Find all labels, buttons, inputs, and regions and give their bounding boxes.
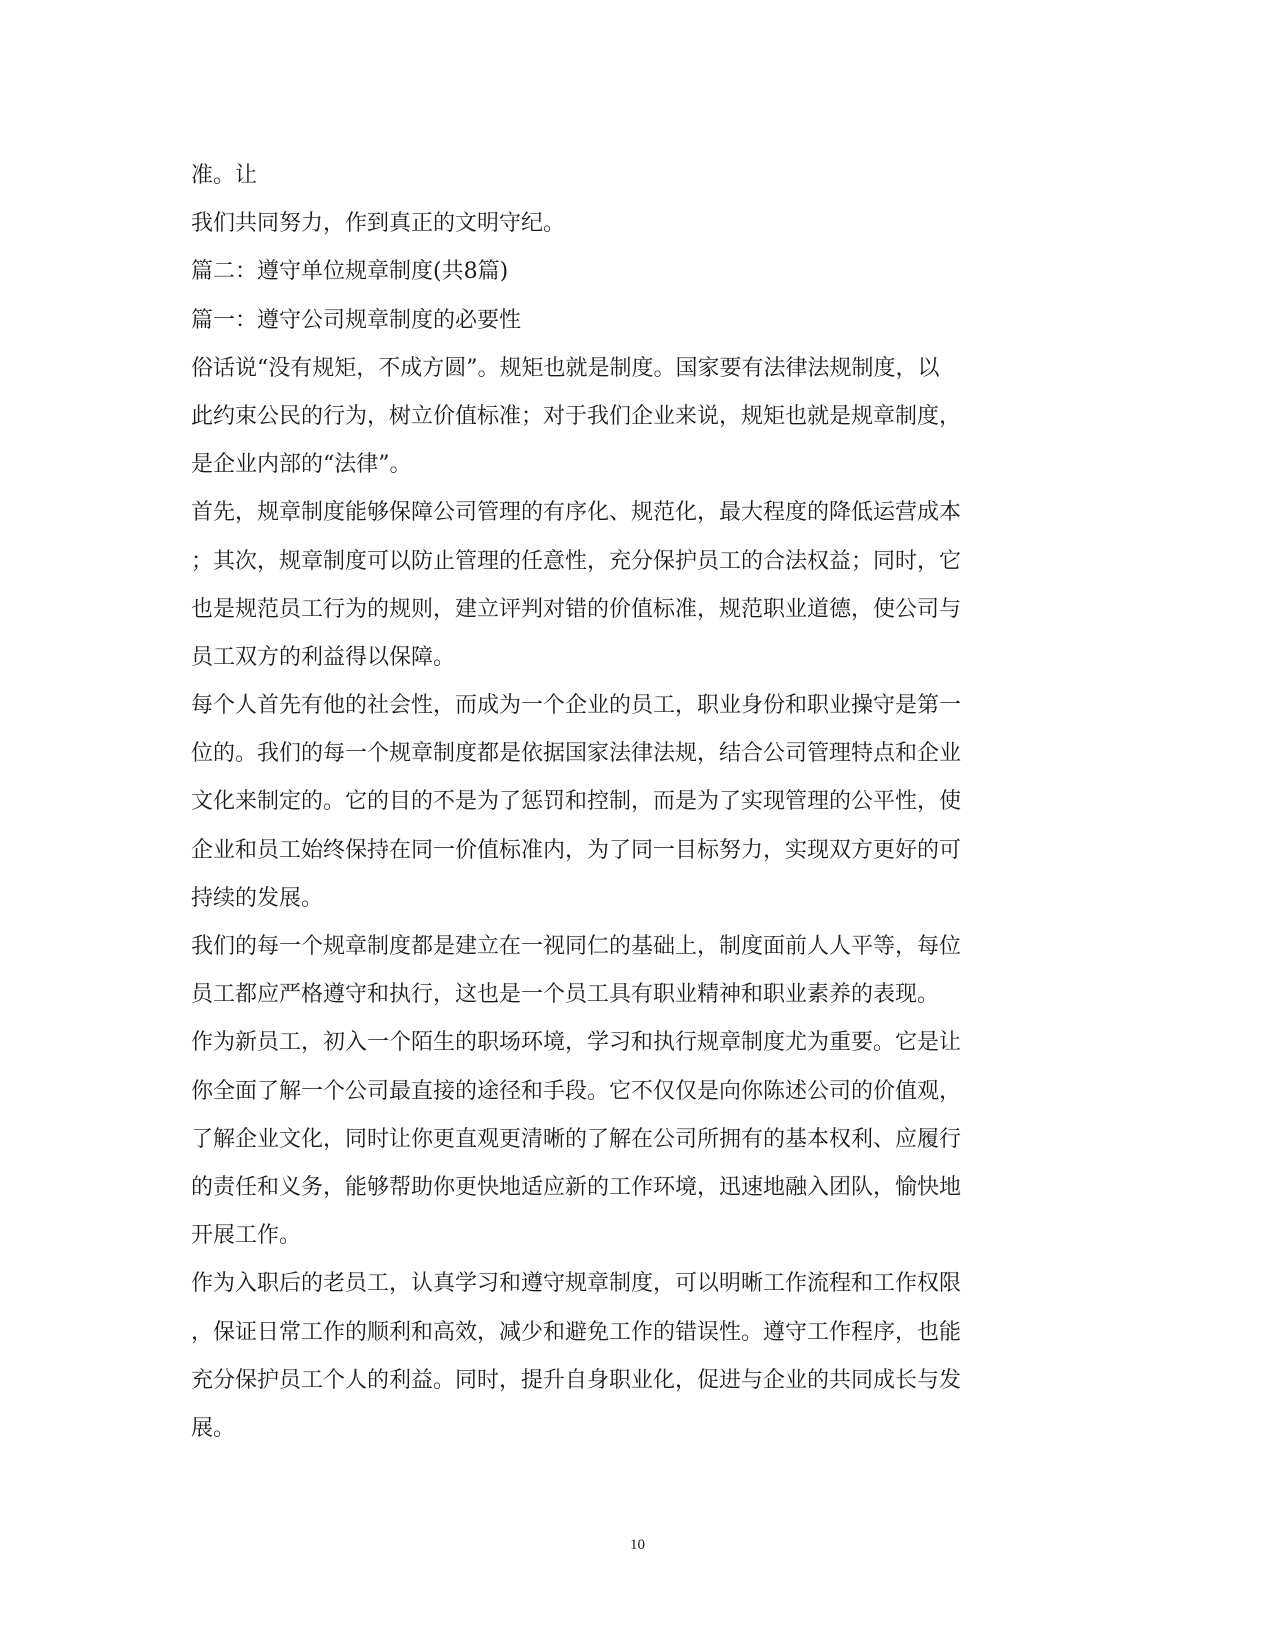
text-line: 首先，规章制度能够保障公司管理的有序化、规范化，最大程度的降低运营成本 xyxy=(191,500,962,526)
text-line: 也是规范员工行为的规则，建立评判对错的价值标准，规范职业道德，使公司与 xyxy=(191,596,962,622)
text-line: 我们的每一个规章制度都是建立在一视同仁的基础上，制度面前人人平等，每位 xyxy=(191,934,962,959)
text-line: 作为入职后的老员工，认真学习和遵守规章制度，可以明晰工作流程和工作权限 xyxy=(191,1271,962,1297)
body-text xyxy=(191,152,1071,1453)
text-line: 此约束公民的行为，树立价值标准；对于我们企业来说，规矩也就是规章制度， xyxy=(191,403,962,429)
text-line: 是企业内部的“法律”。 xyxy=(191,452,412,478)
text-line: 你全面了解一个公司最直接的途径和手段。它不仅仅是向你陈述公司的价值观， xyxy=(191,1078,962,1104)
text-line: ，保证日常工作的顺利和高效，减少和避免工作的错误性。遵守工作程序，也能 xyxy=(191,1319,962,1345)
text-line: 每个人首先有他的社会性，而成为一个企业的员工，职业身份和职业操守是第一 xyxy=(191,693,962,719)
section-heading: 篇二：遵守单位规章制度(共8篇) xyxy=(191,259,509,285)
text-line: 俗话说“没有规矩，不成方圆”。规矩也就是制度。国家要有法律法规制度，以 xyxy=(191,355,940,381)
text-line: 员工双方的利益得以保障。 xyxy=(191,644,456,670)
text-line: 企业和员工始终保持在同一价值标准内，为了同一目标努力，实现双方更好的可 xyxy=(191,837,962,863)
text-line: 了解企业文化，同时让你更直观更清晰的了解在公司所拥有的基本权利、应履行 xyxy=(191,1126,962,1152)
text-line: 开展工作。 xyxy=(191,1223,302,1249)
text-line: 员工都应严格遵守和执行，这也是一个员工具有职业精神和职业素养的表现。 xyxy=(191,982,940,1008)
text-line: ；其次，规章制度可以防止管理的任意性，充分保护员工的合法权益；同时，它 xyxy=(191,548,962,574)
text-line: 我们共同努力，作到真正的文明守纪。 xyxy=(191,211,566,237)
text-line: 持续的发展。 xyxy=(191,885,324,911)
text-line: 展。 xyxy=(191,1415,236,1441)
text-line: 准。让 xyxy=(191,163,258,188)
text-line: 位的。我们的每一个规章制度都是依据国家法律法规，结合公司管理特点和企业 xyxy=(191,741,962,767)
text-line: 充分保护员工个人的利益。同时，提升自身职业化，促进与企业的共同成长与发 xyxy=(191,1367,962,1393)
text-line: 作为新员工，初入一个陌生的职场环境，学习和执行规章制度尤为重要。它是让 xyxy=(191,1030,962,1056)
text-line: 文化来制定的。它的目的不是为了惩罚和控制，而是为了实现管理的公平性，使 xyxy=(191,789,962,815)
section-heading: 篇一：遵守公司规章制度的必要性 xyxy=(191,307,522,333)
text-line: 的责任和义务，能够帮助你更快地适应新的工作环境，迅速地融入团队，愉快地 xyxy=(191,1174,962,1200)
page-number: 10 xyxy=(630,1537,645,1553)
